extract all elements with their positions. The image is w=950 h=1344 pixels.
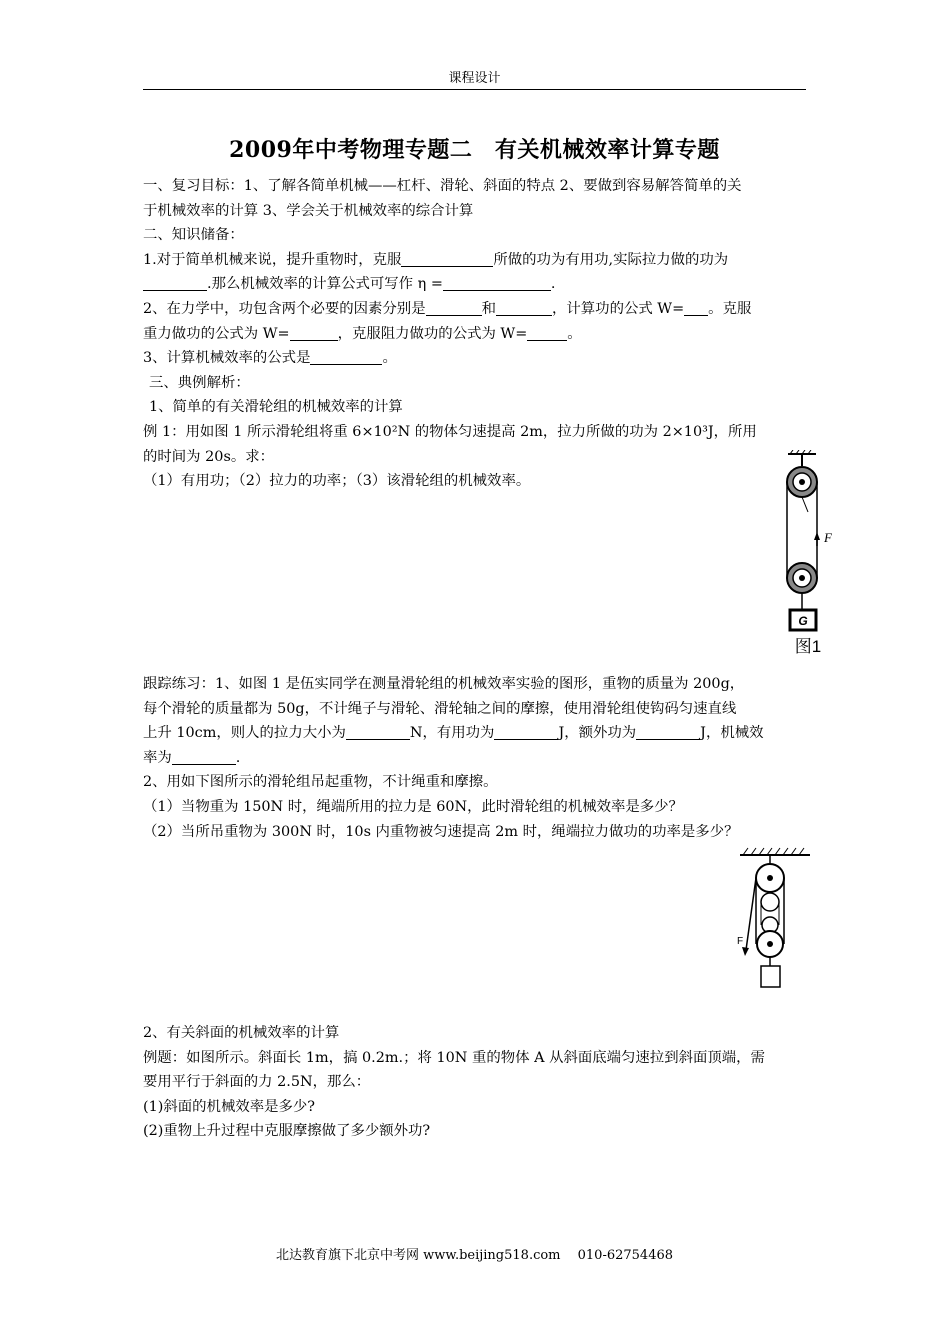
fill-blank[interactable]	[684, 298, 708, 316]
incline-q1: (1)斜面的机械效率是多少?	[143, 1098, 316, 1115]
fill-blank[interactable]	[346, 722, 410, 740]
text-fragment: 重力做功的公式为 W=	[143, 325, 290, 342]
problem2-q1: （1）当物重为 150N 时，绳端所用的拉力是 60N，此时滑轮组的机械效率是多少？	[143, 798, 683, 815]
text-fragment: 上升 10cm，则人的拉力大小为	[143, 725, 346, 742]
fig1-caption: 图1	[794, 637, 822, 656]
pulley-subheading: 1、简单的有关滑轮组的机械效率的计算	[149, 399, 403, 416]
examples-heading: 三、典例解析：	[149, 374, 250, 391]
header-rule	[143, 89, 806, 90]
fill-blank[interactable]	[494, 722, 558, 740]
force-arrow	[814, 532, 820, 540]
document-body	[143, 174, 808, 494]
upper-pulley-small	[761, 893, 779, 911]
fig1-weight-label: G	[798, 614, 808, 628]
knowledge-q2-cont	[143, 322, 808, 347]
fig2-force-label: F	[737, 936, 744, 947]
tracking-line-2: 每个滑轮的质量都为 50g，不计绳子与滑轮、滑轮轴之间的摩擦，使用滑轮组使钩码匀速直线	[143, 700, 737, 717]
fill-blank[interactable]	[290, 323, 338, 341]
text-fragment: 和	[481, 300, 496, 317]
text-fragment: 1.对于简单机械来说，提升重物时，克服	[143, 251, 402, 268]
text-fragment: 2、在力学中，功包含两个必要的因素分别是	[143, 300, 426, 317]
upper-pulley-axle	[767, 875, 773, 881]
weight-block	[761, 966, 780, 987]
problem2-heading: 2、用如下图所示的滑轮组吊起重物，不计绳重和摩擦。	[143, 774, 498, 791]
knowledge-heading: 二、知识储备：	[143, 227, 244, 244]
fill-blank[interactable]	[143, 273, 207, 291]
text-fragment: J，额外功为	[558, 725, 637, 742]
text-fragment: 3、计算机械效率的公式是	[143, 350, 311, 367]
fig1-force-label: F	[824, 530, 832, 545]
tracking-practice	[143, 672, 808, 844]
fill-blank[interactable]	[426, 298, 482, 316]
figure-2-pulley	[734, 846, 814, 992]
pull-arrow	[742, 947, 749, 956]
knowledge-q1	[143, 248, 808, 273]
text-fragment: 率为	[143, 749, 172, 766]
fill-blank[interactable]	[310, 347, 382, 365]
figure-1-pulley	[776, 450, 836, 656]
text-fragment: N，有用功为	[409, 725, 495, 742]
text-fragment: .那么机械效率的计算公式可写作 η =	[207, 276, 443, 293]
rope-segment	[802, 497, 808, 512]
movable-pulley-axle	[799, 575, 805, 581]
example1-line-2: 的时间为 20s。求：	[143, 448, 275, 465]
knowledge-q1-cont	[143, 272, 808, 297]
tracking-line-1: 跟踪练习：1、如图 1 是伍实同学在测量滑轮组的机械效率实验的图形，重物的质量为 200g，	[143, 676, 745, 692]
fill-blank[interactable]	[401, 249, 493, 267]
text-fragment: .	[235, 749, 241, 766]
text-fragment: 。	[567, 325, 582, 342]
incline-subheading: 2、有关斜面的机械效率的计算	[143, 1025, 340, 1041]
problem2-q2: （2）当所吊重物为 300N 时，10s 内重物被匀速提高 2m 时，绳端拉力做功的功率是多少？	[143, 823, 739, 840]
tracking-line-3	[143, 721, 808, 746]
text-fragment: J，机械效	[700, 725, 764, 742]
fill-blank[interactable]	[443, 273, 551, 291]
incline-section	[143, 1021, 808, 1144]
text-fragment: 。克服	[708, 300, 752, 317]
example1-questions: （1）有用功；（2）拉力的功率；（3）该滑轮组的机械效率。	[143, 473, 531, 490]
page-header: 课程设计	[448, 71, 501, 86]
fill-blank[interactable]	[527, 323, 567, 341]
objectives-line-2: 于机械效率的计算 3、学会关于机械效率的综合计算	[143, 202, 474, 219]
knowledge-q3	[143, 346, 808, 371]
tracking-line-4	[143, 746, 808, 771]
objectives-line-1: 一、复习目标：1、了解各简单机械——杠杆、滑轮、斜面的特点 2、要做到容易解答简单的关	[143, 178, 742, 194]
fill-blank[interactable]	[636, 722, 700, 740]
text-fragment: ，计算功的公式 W=	[552, 300, 685, 317]
fill-blank[interactable]	[496, 298, 552, 316]
text-fragment: ，克服阻力做功的公式为 W=	[337, 325, 528, 342]
page-title: 2009年中考物理专题二 有关机械效率计算专题	[229, 137, 720, 163]
fill-blank[interactable]	[172, 747, 236, 765]
pull-rope	[746, 878, 756, 950]
fixed-pulley-axle	[799, 479, 805, 485]
lower-pulley-axle	[767, 941, 773, 947]
page-footer: 北达教育旗下北京中考网 www.beijing518.com 010-62754468	[275, 1248, 674, 1263]
knowledge-q2	[143, 297, 808, 322]
incline-example-line-2: 要用平行于斜面的力 2.5N，那么：	[143, 1074, 371, 1091]
text-fragment: 。	[382, 350, 397, 367]
incline-q2: (2)重物上升过程中克服摩擦做了多少额外功?	[143, 1123, 431, 1140]
text-fragment: .	[550, 276, 556, 293]
incline-example-line-1: 例题：如图所示。斜面长 1m，搞 0.2m.；将 10N 重的物体 A 从斜面底端匀速拉到斜面顶端，需	[143, 1049, 765, 1066]
text-fragment: 所做的功为有用功,实际拉力做的功为	[493, 251, 729, 268]
example1-line-1: 例 1：用如图 1 所示滑轮组将重 6×10²N 的物体匀速提高 2m，拉力所做的功为 2×10³J，所用	[143, 423, 757, 440]
ceiling-hatch	[743, 848, 804, 855]
